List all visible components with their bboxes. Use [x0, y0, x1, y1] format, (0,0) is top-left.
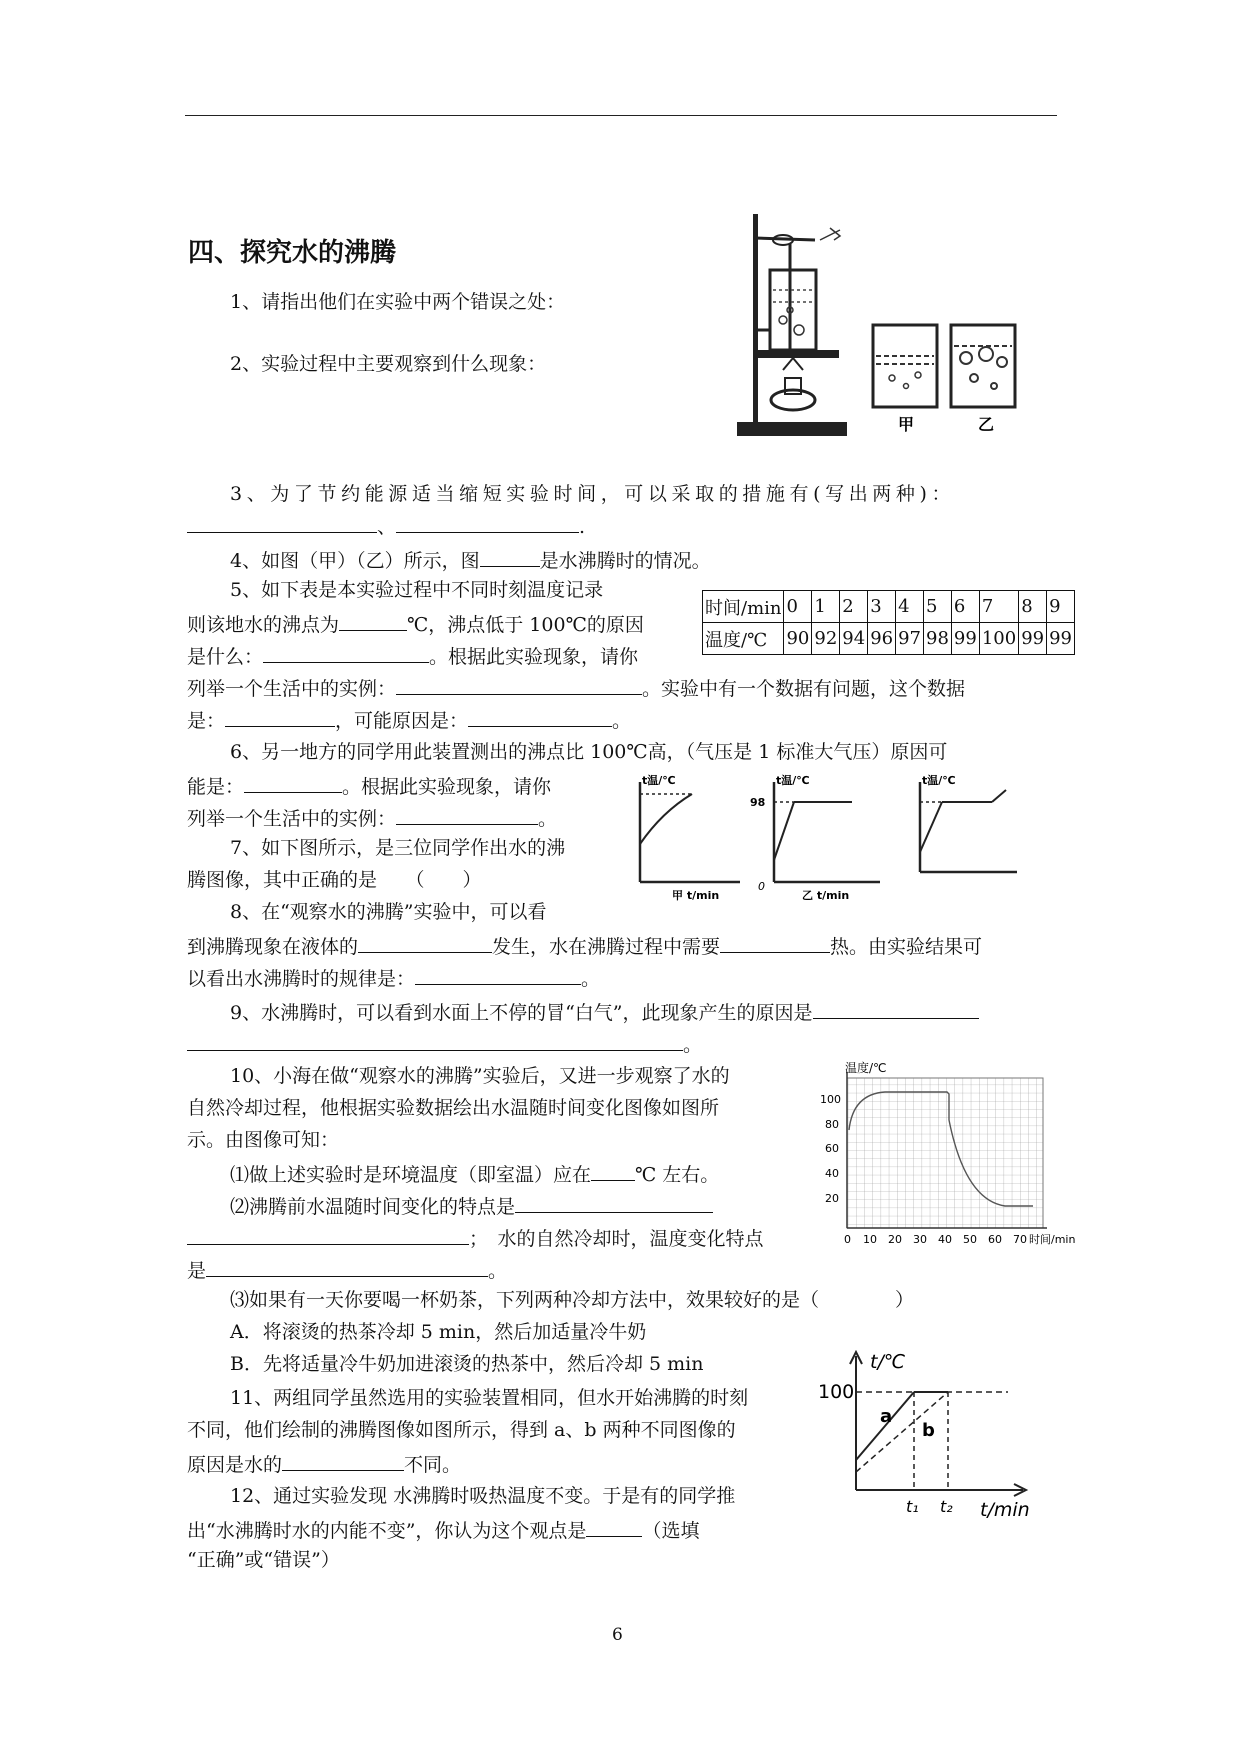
- q5-boiling-point-blank[interactable]: [339, 610, 407, 631]
- question-9: 9、水沸腾时，可以看到水面上不停的冒“白气”，此现象产生的原因是: [230, 998, 979, 1025]
- svg-text:98: 98: [750, 796, 766, 809]
- question-5-line-1: 5、如下表是本实验过程中不同时刻温度记录: [230, 579, 604, 601]
- question-11-line-2: 不同，他们绘制的沸腾图像如图所示，得到 a、b 两种不同图像的: [187, 1419, 736, 1441]
- question-9-line-2: 。: [187, 1030, 702, 1057]
- beaker-left-label: 甲: [898, 415, 915, 434]
- question-10-option-a: A．将滚烫的热茶冷却 5 min，然后加适量冷牛奶: [230, 1321, 647, 1343]
- q5-example-blank[interactable]: [396, 674, 642, 695]
- boiling-graph-third: [912, 772, 1022, 882]
- question-10-line-3: 示。由图像可知：: [187, 1129, 340, 1151]
- section-title: 四、探究水的沸腾: [188, 238, 397, 268]
- question-2: 2、实验过程中主要观察到什么现象：: [230, 353, 547, 375]
- question-7-line-1: 7、如下图所示，是三位同学作出水的沸: [230, 837, 566, 859]
- cooling-ylabel: 温度/℃: [845, 1061, 887, 1075]
- svg-text:t温/℃: t温/℃: [922, 774, 956, 787]
- ab-ylabel: t/℃: [870, 1351, 906, 1373]
- q8-location-blank[interactable]: [358, 932, 492, 953]
- q12-blank[interactable]: [586, 1516, 642, 1537]
- question-12-line-3: “正确”或“错误”）: [187, 1549, 340, 1571]
- q10-before-boiling-blank[interactable]: [515, 1192, 713, 1213]
- question-5-line-4: 列举一个生活中的实例： 。实验中有一个数据有问题，这个数据: [187, 674, 965, 701]
- question-10-part-2: ⑵沸腾前水温随时间变化的特点是: [230, 1192, 713, 1219]
- question-5-line-3: 是什么： 。根据此实验现象，请你: [187, 642, 638, 669]
- svg-text:30: 30: [913, 1233, 927, 1246]
- q3-blank-2[interactable]: [396, 512, 579, 533]
- q10-before-boiling-blank-2[interactable]: [187, 1224, 469, 1245]
- boiling-apparatus-figure: [735, 210, 855, 442]
- cooling-xlabel: 时间/min: [1029, 1233, 1076, 1246]
- question-10-part-1: ⑴做上述实验时是环境温度（即室温）应在 ℃ 左右。: [230, 1160, 719, 1187]
- cooling-curve-chart: [815, 1060, 1115, 1252]
- q6-reason-blank[interactable]: [244, 772, 342, 793]
- q5-wrong-data-blank[interactable]: [225, 706, 335, 727]
- q10-room-temp-blank[interactable]: [591, 1160, 635, 1181]
- question-10-option-b: B．先将适量冷牛奶加进滚烫的热茶中，然后冷却 5 min: [230, 1353, 704, 1375]
- q5-cause-blank[interactable]: [468, 706, 612, 727]
- question-10-part-2-line-3: 是 。: [187, 1256, 507, 1283]
- question-8-line-1: 8、在“观察水的沸腾”实验中，可以看: [230, 901, 547, 923]
- question-3-blanks: 、 .: [187, 512, 585, 539]
- ab-label-b: b: [922, 1420, 935, 1441]
- svg-text:100: 100: [820, 1093, 841, 1106]
- temperature-table: [702, 590, 1075, 655]
- svg-text:乙 t/min: 乙 t/min: [802, 889, 850, 902]
- ab-boiling-chart: [818, 1350, 1054, 1522]
- question-5-line-5: 是： ，可能原因是： 。: [187, 706, 631, 733]
- ab-xlabel: t/min: [980, 1499, 1030, 1521]
- question-10-line-1: 10、小海在做“观察水的沸腾”实验后，又进一步观察了水的: [230, 1065, 730, 1087]
- svg-text:20: 20: [825, 1192, 839, 1205]
- svg-text:t₂: t₂: [940, 1497, 953, 1516]
- svg-text:t温/℃: t温/℃: [642, 774, 676, 787]
- page-number: 6: [612, 1625, 623, 1645]
- question-4: 4、如图（甲）（乙）所示，图 是水沸腾时的情况。: [230, 546, 711, 573]
- question-6-line-2: 能是： 。根据此实验现象，请你: [187, 772, 551, 799]
- q8-rule-blank[interactable]: [415, 964, 581, 985]
- q3-blank-1[interactable]: [187, 512, 377, 533]
- q8-heat-blank[interactable]: [720, 932, 830, 953]
- q10-cooling-blank[interactable]: [206, 1256, 488, 1277]
- svg-text:60: 60: [825, 1142, 839, 1155]
- question-12-line-2: 出“水沸腾时水的内能不变”，你认为这个观点是 （选填: [187, 1516, 699, 1543]
- question-6-line-3: 列举一个生活中的实例： 。: [187, 804, 557, 831]
- question-10-part-3: ⑶如果有一天你要喝一杯奶茶，下列两种冷却方法中，效果较好的是（ ）: [230, 1289, 915, 1311]
- svg-text:60: 60: [988, 1233, 1002, 1246]
- svg-text:20: 20: [888, 1233, 902, 1246]
- svg-text:0: 0: [758, 880, 765, 893]
- q9-blank-2[interactable]: [187, 1030, 683, 1051]
- boiling-graphs-figure: [632, 772, 894, 902]
- q11-blank[interactable]: [282, 1450, 404, 1471]
- question-8-line-3: 以看出水沸腾时的规律是： 。: [187, 964, 600, 991]
- q5-reason-blank[interactable]: [263, 642, 429, 663]
- question-6-line-1: 6、另一地方的同学用此装置测出的沸点比 100℃高，（气压是 1 标准大气压）原因可: [230, 741, 948, 763]
- svg-text:40: 40: [825, 1167, 839, 1180]
- svg-text:40: 40: [938, 1233, 952, 1246]
- header-rule: [185, 115, 1057, 116]
- svg-text:0: 0: [844, 1233, 851, 1246]
- svg-text:50: 50: [963, 1233, 977, 1246]
- question-11-line-1: 11、两组同学虽然选用的实验装置相同，但水开始沸腾的时刻: [230, 1387, 749, 1409]
- question-8-line-2: 到沸腾现象在液体的 发生，水在沸腾过程中需要 热。由实验结果可: [187, 932, 982, 959]
- q6-example-blank[interactable]: [396, 804, 538, 825]
- ab-y100: 100: [818, 1381, 855, 1403]
- question-1: 1、请指出他们在实验中两个错误之处：: [230, 291, 566, 313]
- svg-text:t₁: t₁: [906, 1497, 919, 1516]
- question-12-line-1: 12、通过实验发现 水沸腾时吸热温度不变。于是有的同学推: [230, 1485, 736, 1507]
- table-header-temperature: 温度/℃: [703, 623, 784, 655]
- svg-text:t温/℃: t温/℃: [776, 774, 810, 787]
- svg-text:70: 70: [1013, 1233, 1027, 1246]
- ab-label-a: a: [880, 1406, 893, 1427]
- table-row-time: 时间/min 0 1 2 3 4 5 6 7 8 9: [703, 591, 1075, 623]
- svg-text:10: 10: [863, 1233, 877, 1246]
- question-3: 3、为了节约能源适当缩短实验时间，可以采取的措施有(写出两种)：: [230, 483, 956, 505]
- question-10-part-2-line-2: ； 水的自然冷却时，温度变化特点: [187, 1224, 764, 1251]
- question-5-line-2: 则该地水的沸点为 ℃，沸点低于 100℃的原因: [187, 610, 644, 637]
- question-7-line-2: 腾图像，其中正确的是 （ ）: [187, 869, 482, 891]
- table-header-time: 时间/min: [703, 591, 784, 623]
- q9-blank-1[interactable]: [813, 998, 979, 1019]
- svg-text:80: 80: [825, 1118, 839, 1131]
- beaker-right-label: 乙: [978, 415, 995, 434]
- table-row-temperature: 温度/℃ 90 92 94 96 97 98 99 100 99 99: [703, 623, 1075, 655]
- beakers-figure: [868, 320, 1028, 440]
- question-11-line-3: 原因是水的 不同。: [187, 1450, 461, 1477]
- q4-blank[interactable]: [480, 546, 540, 567]
- question-10-line-2: 自然冷却过程，他根据实验数据绘出水温随时间变化图像如图所: [187, 1097, 720, 1119]
- svg-text:甲 t/min: 甲 t/min: [672, 889, 720, 902]
